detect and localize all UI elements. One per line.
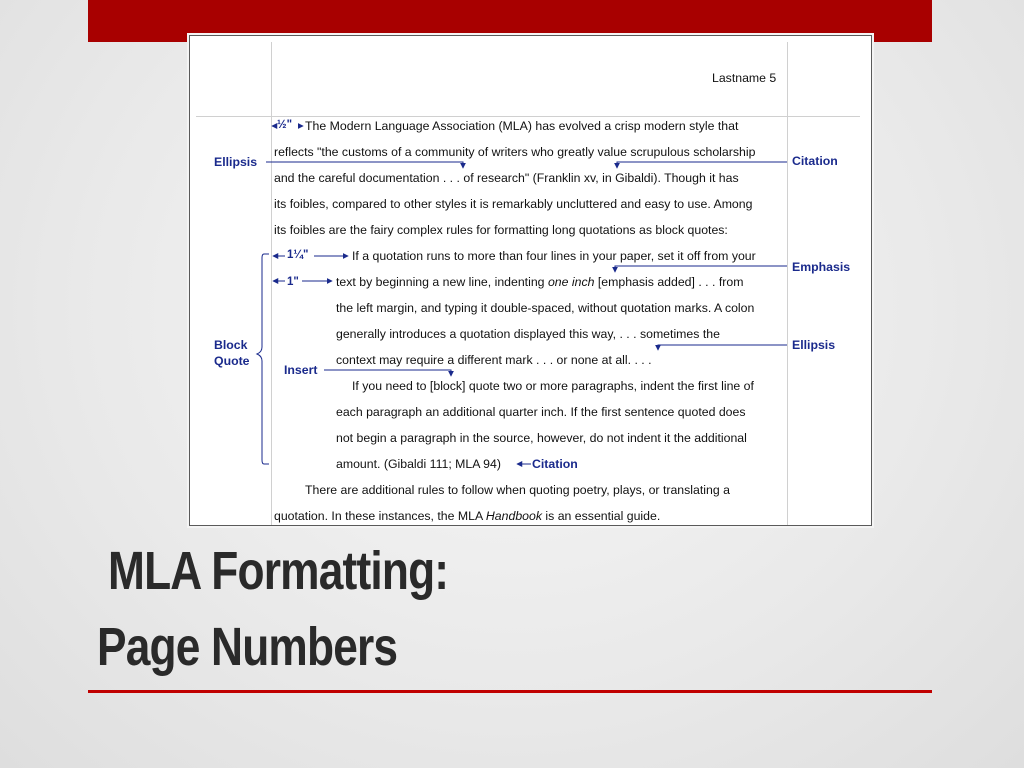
block-quote-line: amount. (Gibaldi 111; MLA 94) — [336, 457, 501, 471]
half-inch-label: ½" — [277, 119, 293, 131]
mla-sample-page-image — [189, 35, 872, 526]
block-quote-line: the left margin, and typing it double-spaced, without quotation marks. A colon — [336, 301, 755, 315]
slide-title-line2: Page Numbers — [97, 617, 398, 677]
one-quarter-inch-label: 1¼" — [287, 249, 309, 261]
ellipsis-label-right: Ellipsis — [792, 338, 836, 352]
block-quote-line: generally introduces a quotation displayed this way, . . . sometimes the — [336, 327, 720, 341]
ellipsis-label-left: Ellipsis — [214, 155, 258, 169]
running-head: Lastname 5 — [712, 71, 777, 85]
block-quote-line: If a quotation runs to more than four lines in your paper, set it off from your — [352, 249, 756, 263]
block-quote-line: each paragraph an additional quarter inch. If the first sentence quoted does — [336, 405, 746, 419]
block-quote-line: not begin a paragraph in the source, however, do not indent it the additional — [336, 431, 747, 445]
body-line: and the careful documentation . . . of research" (Franklin xv, in Gibaldi). Though it has — [274, 171, 739, 185]
block-quote-line: context may require a different mark . . . or none at all. . . . — [336, 353, 652, 367]
block-quote-label-line2: Quote — [214, 354, 250, 368]
body-line: There are additional rules to follow when quoting poetry, plays, or translating a — [305, 483, 730, 497]
insert-arrow — [324, 370, 451, 376]
text-segment: quotation. In these instances, the MLA — [274, 509, 486, 523]
body-line: reflects "the customs of a community of writers who greatly value scrupulous scholarship — [274, 145, 756, 159]
block-quote-bracket — [257, 254, 269, 464]
insert-label: Insert — [284, 363, 318, 377]
one-inch-label: 1" — [287, 276, 299, 288]
emphasis-arrow — [615, 266, 787, 272]
emphasis-label: Emphasis — [792, 260, 851, 274]
emphasis-text: one inch — [547, 275, 595, 289]
block-quote-line: If you need to [block] quote two or more paragraphs, indent the first line of — [352, 379, 754, 393]
body-line: its foibles, compared to other styles it is remarkably uncluttered and easy to use. Among — [274, 197, 753, 211]
citation-right-arrow — [617, 162, 787, 168]
annotation-arrows — [190, 36, 871, 525]
body-line: its foibles are the fairy complex rules for formatting long quotations as block quotes: — [274, 223, 728, 237]
citation-label-inline: Citation — [532, 457, 578, 471]
body-line: The Modern Language Association (MLA) has evolved a crisp modern style that — [305, 119, 739, 133]
bottom-accent-rule — [88, 690, 932, 693]
slide-title-line1: MLA Formatting: — [108, 541, 449, 601]
text-segment: [emphasis added] . . . from — [594, 275, 744, 289]
ellipsis-left-arrow — [266, 162, 463, 168]
ellipsis-right-arrow — [658, 345, 787, 350]
text-segment: is an essential guide. — [542, 509, 661, 523]
citation-label-right: Citation — [792, 154, 838, 168]
block-quote-label-line1: Block — [214, 338, 248, 352]
italic-title: Handbook — [485, 509, 542, 523]
text-segment: text by beginning a new line, indenting — [336, 275, 548, 289]
